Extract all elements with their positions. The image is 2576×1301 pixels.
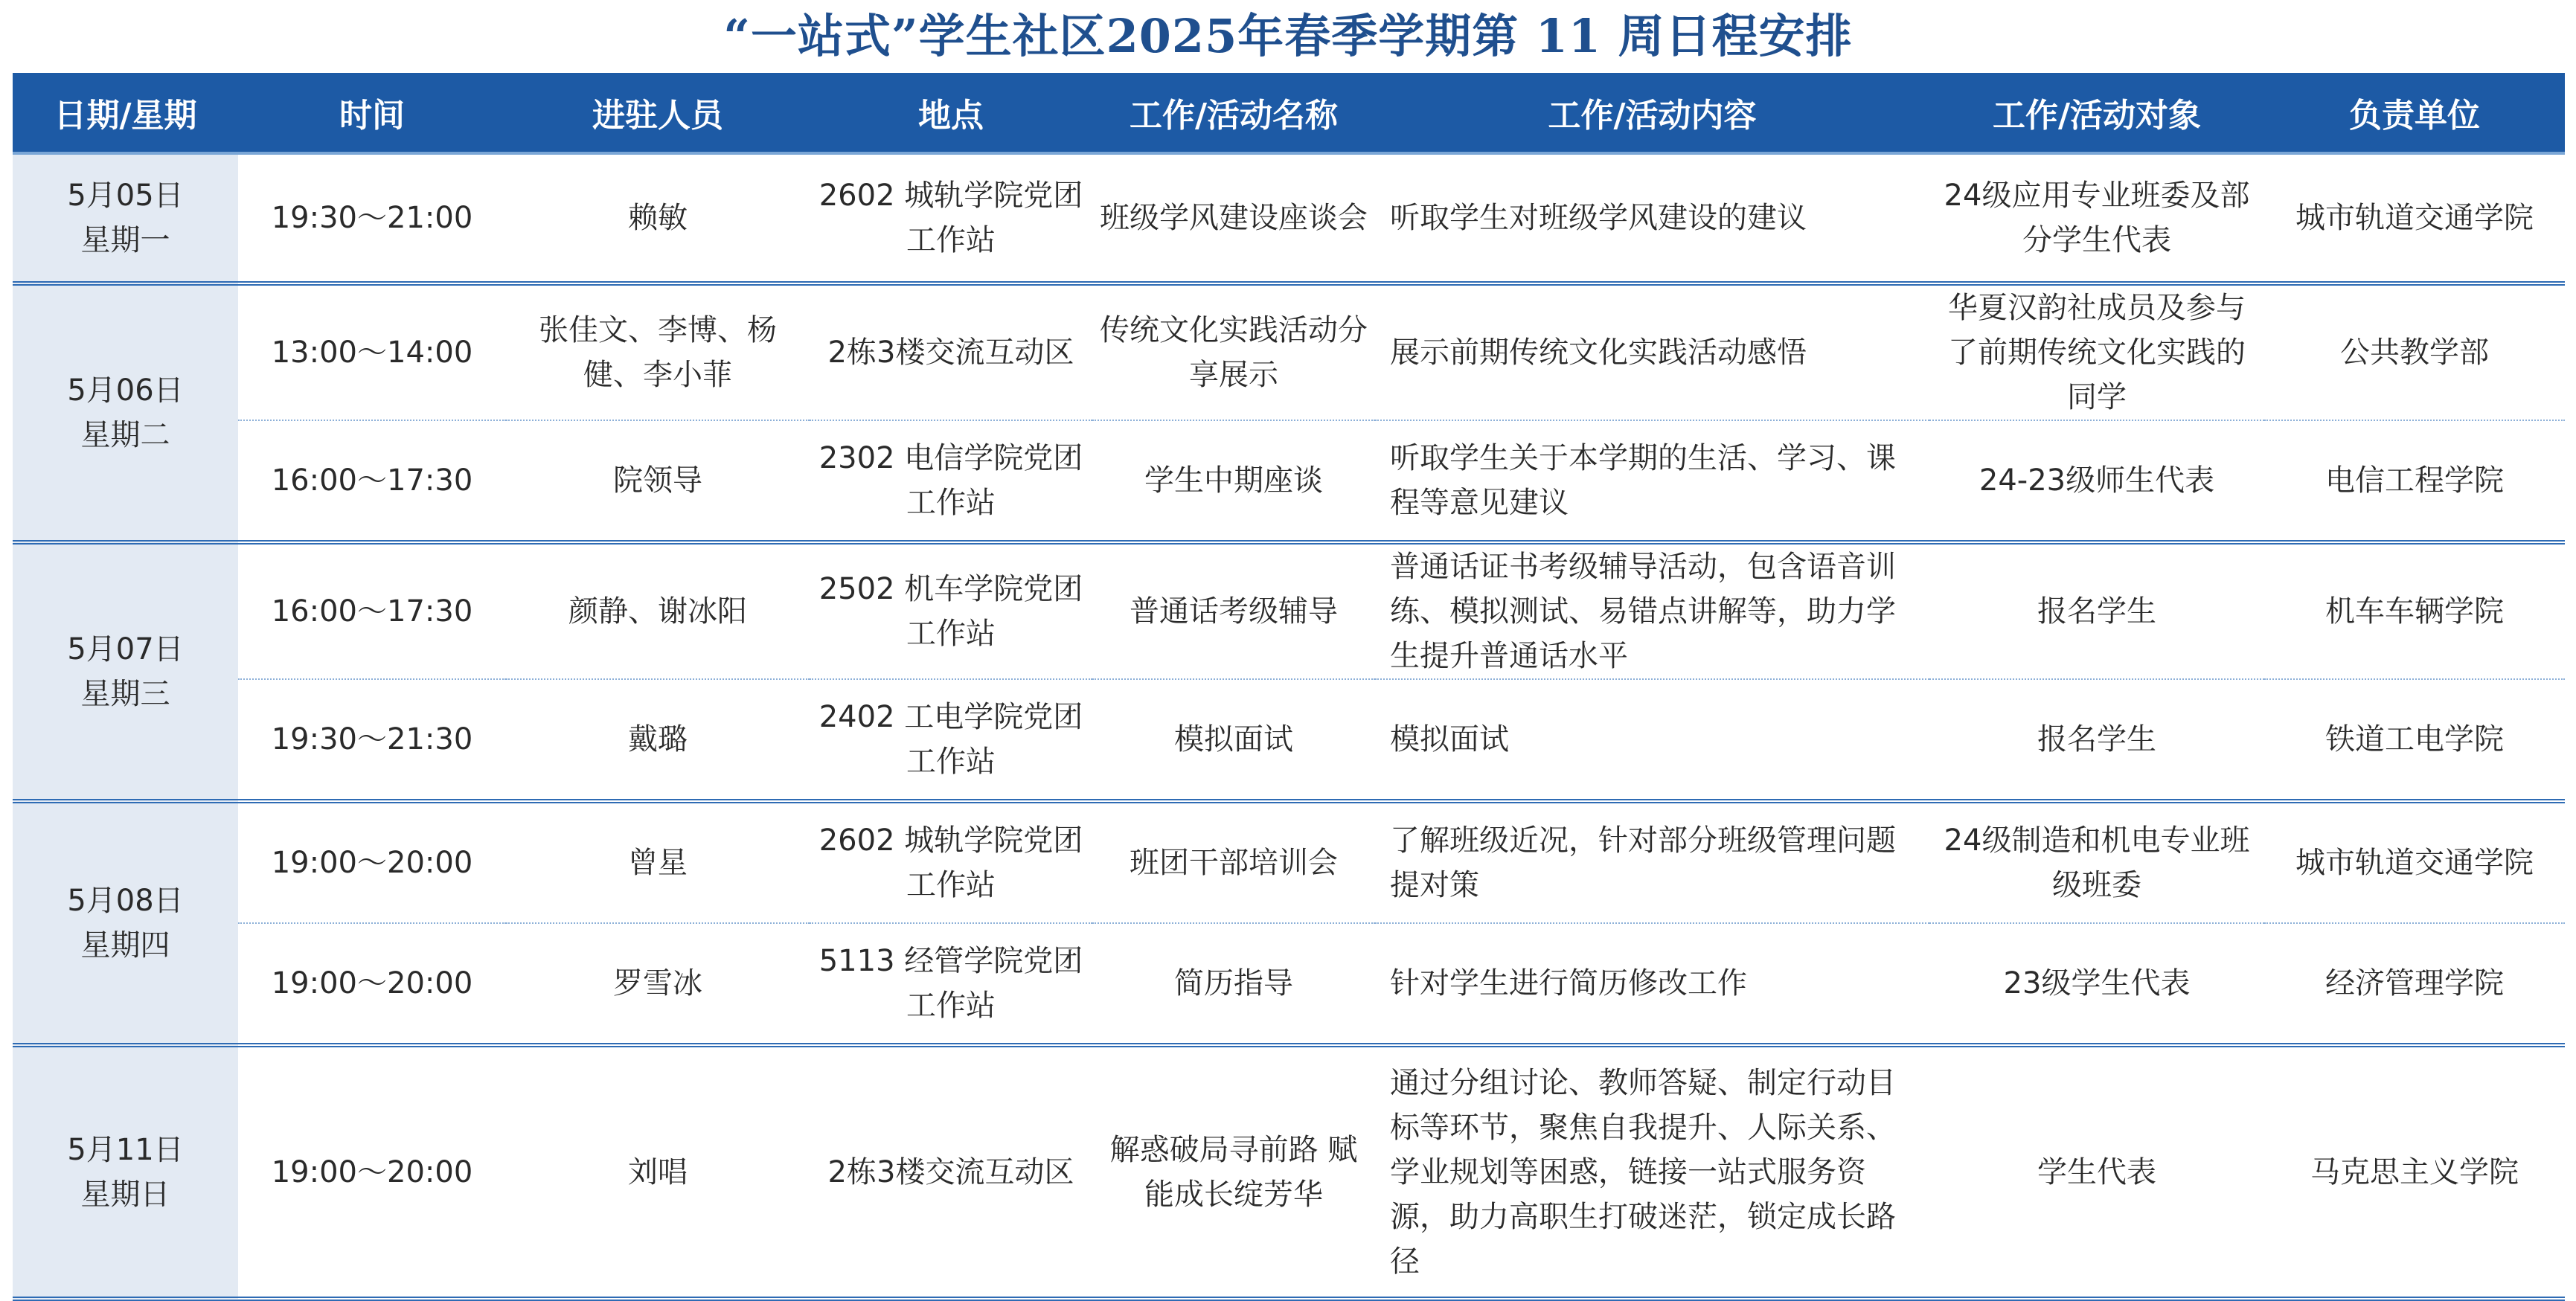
date-cell (13, 1045, 238, 1299)
time-cell: 19:30～21:00 (271, 201, 473, 235)
page-title: “一站式”学生社区2025年春季学期第 11 周日程安排 (723, 9, 1853, 63)
date-cell (13, 801, 238, 1045)
activity-name-cell: 学生中期座谈 (1092, 420, 1375, 542)
time-cell: 16:00～17:30 (238, 420, 506, 542)
activity-content-cell: 听取学生关于本学期的生活、学习、课程等意见建议 (1375, 420, 1929, 542)
activity-content-cell: 通过分组讨论、教师答疑、制定行动目标等环节，聚焦自我提升、人际关系、学业规划等困惑，链接一站式服务资源，助力高职生打破迷茫，锁定成长路径 (1375, 1045, 1929, 1299)
time-cell: 19:30～21:30 (238, 679, 506, 801)
location-cell: 2602 城轨学院党团工作站 (810, 801, 1092, 923)
audience-cell: 24级应用专业班委及部分学生代表 (1944, 179, 2250, 257)
staff-cell: 赖敏 (628, 201, 688, 235)
table-row (13, 542, 2565, 679)
audience-cell: 华夏汉韵社成员及参与了前期传统文化实践的同学 (1929, 283, 2264, 420)
time-cell: 19:00～20:00 (238, 923, 506, 1045)
staff-cell: 颜静、谢冰阳 (506, 542, 810, 679)
weekday-label: 星期一 (80, 223, 170, 257)
header-time: 时间 (238, 73, 506, 153)
unit-cell: 电信工程学院 (2264, 420, 2565, 542)
table-row (13, 801, 2565, 923)
unit-cell: 经济管理学院 (2264, 923, 2565, 1045)
header-staff: 进驻人员 (506, 73, 810, 153)
location-cell: 2602 城轨学院党团工作站 (818, 179, 1083, 257)
staff-cell: 刘唱 (506, 1045, 810, 1299)
activity-name-cell: 班级学风建设座谈会 (1100, 201, 1368, 235)
audience-cell: 23级学生代表 (1929, 923, 2264, 1045)
date-cell (13, 153, 238, 283)
header-activity-name: 工作/活动名称 (1092, 73, 1375, 153)
table-row (13, 153, 2565, 283)
date-label: 5月08日 (67, 884, 184, 918)
header-row (13, 73, 2565, 153)
header-unit: 负责单位 (2264, 73, 2565, 153)
table-row (13, 420, 2565, 542)
location-cell: 5113 经管学院党团工作站 (810, 923, 1092, 1045)
weekday-label: 星期四 (80, 928, 170, 963)
table-row (13, 1045, 2565, 1299)
unit-cell: 公共教学部 (2264, 283, 2565, 420)
location-cell: 2402 工电学院党团工作站 (810, 679, 1092, 801)
staff-cell: 戴璐 (506, 679, 810, 801)
unit-cell: 城市轨道交通学院 (2264, 801, 2565, 923)
header-audience: 工作/活动对象 (1929, 73, 2264, 153)
activity-content-cell: 听取学生对班级学风建设的建议 (1390, 201, 1807, 235)
location-cell: 2502 机车学院党团工作站 (810, 542, 1092, 679)
weekday-label: 星期三 (80, 677, 170, 711)
time-cell: 19:00～20:00 (238, 1045, 506, 1299)
audience-cell: 学生代表 (1929, 1045, 2264, 1299)
date-label: 5月07日 (67, 632, 184, 666)
time-cell: 19:00～20:00 (238, 801, 506, 923)
unit-cell: 马克思主义学院 (2264, 1045, 2565, 1299)
activity-content-cell: 了解班级近况，针对部分班级管理问题提对策 (1375, 801, 1929, 923)
unit-cell: 城市轨道交通学院 (2295, 201, 2534, 235)
audience-cell: 24级制造和机电专业班级班委 (1929, 801, 2264, 923)
activity-content-cell: 普通话证书考级辅导活动，包含语音训练、模拟测试、易错点讲解等，助力学生提升普通话水平 (1375, 542, 1929, 679)
staff-cell: 罗雪冰 (506, 923, 810, 1045)
date-label: 5月05日 (67, 179, 184, 213)
activity-content-cell: 模拟面试 (1375, 679, 1929, 801)
activity-content-cell: 展示前期传统文化实践活动感悟 (1375, 283, 1929, 420)
table-row (13, 679, 2565, 801)
unit-cell: 机车车辆学院 (2264, 542, 2565, 679)
staff-cell: 张佳文、李博、杨健、李小菲 (506, 283, 810, 420)
header-activity-content: 工作/活动内容 (1375, 73, 1929, 153)
location-cell: 2栋3楼交流互动区 (810, 1045, 1092, 1299)
time-cell: 16:00～17:30 (238, 542, 506, 679)
audience-cell: 24-23级师生代表 (1929, 420, 2264, 542)
header-location: 地点 (810, 73, 1092, 153)
activity-name-cell: 简历指导 (1092, 923, 1375, 1045)
audience-cell: 报名学生 (1929, 542, 2264, 679)
table-row (13, 283, 2565, 420)
date-label: 5月06日 (67, 373, 184, 408)
date-cell (13, 283, 238, 542)
activity-content-cell: 针对学生进行简历修改工作 (1375, 923, 1929, 1045)
audience-cell: 报名学生 (1929, 679, 2264, 801)
activity-name-cell: 普通话考级辅导 (1092, 542, 1375, 679)
table-row (13, 923, 2565, 1045)
location-cell: 2302 电信学院党团工作站 (810, 420, 1092, 542)
time-cell: 13:00～14:00 (238, 283, 506, 420)
unit-cell: 铁道工电学院 (2264, 679, 2565, 801)
staff-cell: 院领导 (506, 420, 810, 542)
date-cell (13, 542, 238, 801)
weekday-label: 星期二 (80, 418, 170, 452)
header-date: 日期/星期 (13, 73, 238, 153)
activity-name-cell: 解惑破局寻前路 赋能成长绽芳华 (1092, 1045, 1375, 1299)
activity-name-cell: 班团干部培训会 (1092, 801, 1375, 923)
staff-cell: 曾星 (506, 801, 810, 923)
activity-name-cell: 模拟面试 (1092, 679, 1375, 801)
schedule-table (13, 73, 2565, 1301)
date-label: 5月11日 (67, 1132, 184, 1167)
activity-name-cell: 传统文化实践活动分享展示 (1092, 283, 1375, 420)
location-cell: 2栋3楼交流互动区 (810, 283, 1092, 420)
weekday-label: 星期日 (80, 1177, 170, 1212)
